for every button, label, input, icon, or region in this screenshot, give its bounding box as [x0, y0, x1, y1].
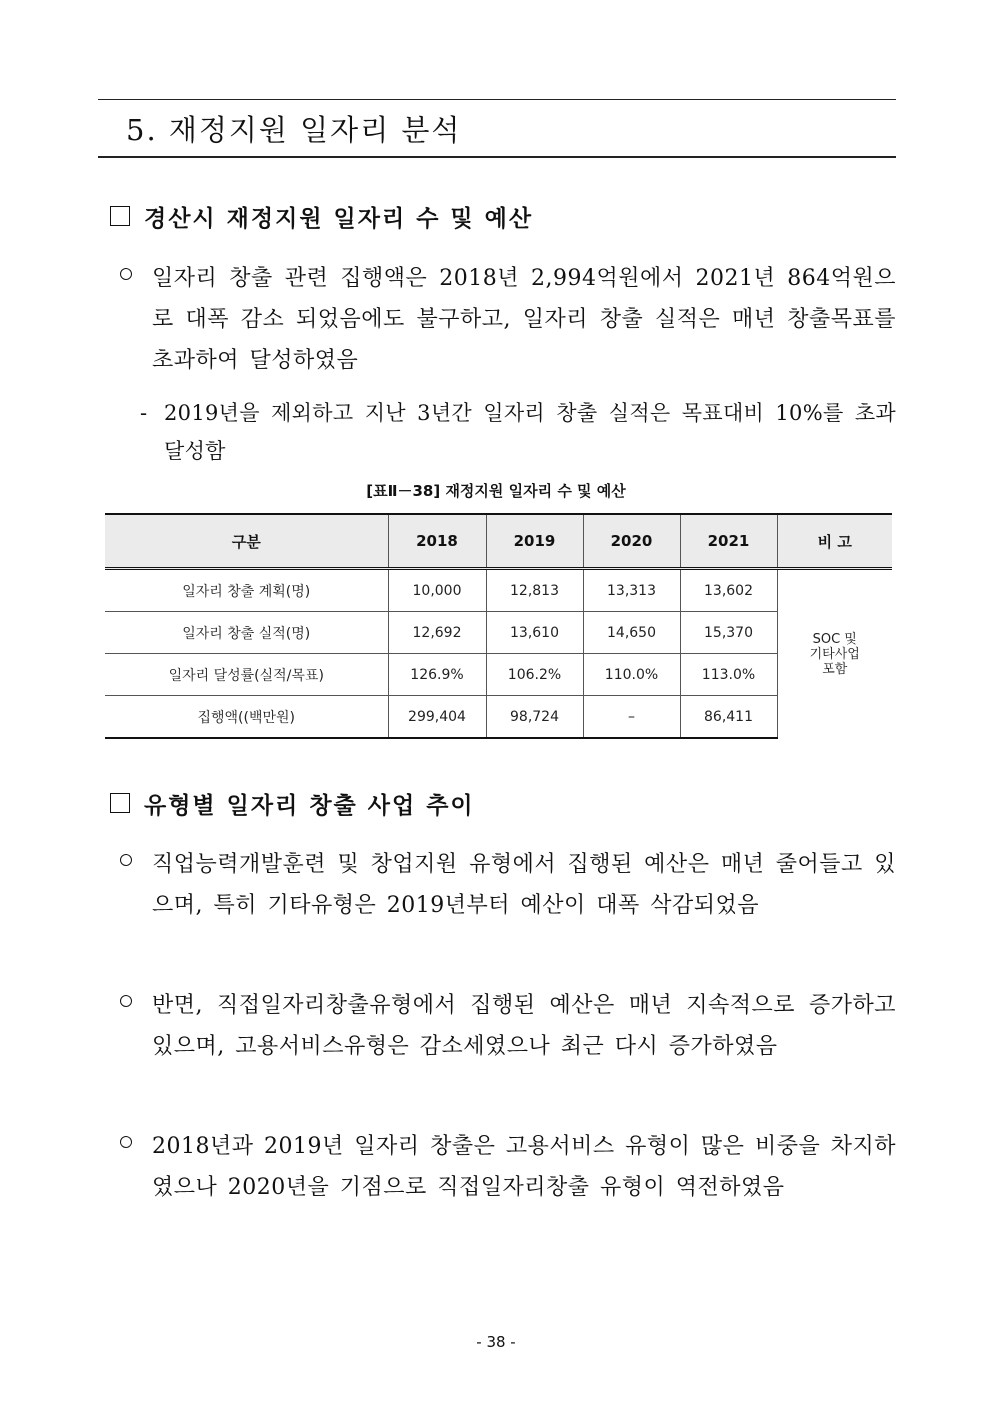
cell-2018: 299,404 — [388, 696, 486, 739]
table-caption: [표Ⅱ－38] 재정지원 일자리 수 및 예산 — [366, 482, 626, 500]
section-heading-trend — [110, 786, 475, 820]
header-2018: 2018 — [388, 514, 486, 569]
table-row — [105, 612, 892, 654]
note-line: 포함 — [822, 661, 848, 677]
section-title: 유형별 일자리 창출 사업 추이 — [144, 791, 475, 819]
header-category: 구분 — [105, 514, 388, 569]
circle-bullet-icon — [120, 995, 132, 1007]
bullet-item — [120, 1126, 896, 1208]
checkbox-square-icon — [110, 793, 130, 813]
page-number: - 38 - — [476, 1333, 516, 1351]
cell-2019: 98,724 — [486, 696, 583, 739]
sub-bullet-text: 2019년을 제외하고 지난 3년간 일자리 창출 실적은 목표대비 10%를 초과 달성함 — [164, 401, 896, 463]
header-2021: 2021 — [680, 514, 777, 569]
bullet-item — [120, 844, 896, 926]
cell-2021: 13,602 — [680, 569, 777, 612]
cell-2018: 10,000 — [388, 569, 486, 612]
note-line: SOC 및 — [812, 631, 857, 647]
checkbox-square-icon — [110, 206, 130, 226]
header-2019: 2019 — [486, 514, 583, 569]
section-heading-budget — [110, 199, 533, 233]
cell-2021: 113.0% — [680, 654, 777, 696]
row-label: 일자리 창출 계획(명) — [105, 569, 388, 612]
header-note: 비 고 — [777, 514, 892, 569]
table-row — [105, 569, 892, 612]
row-label: 집행액((백만원) — [105, 696, 388, 739]
row-label: 일자리 달성률(실적/목표) — [105, 654, 388, 696]
bullet-item — [120, 258, 896, 381]
cell-2020: 13,313 — [583, 569, 680, 612]
circle-bullet-icon — [120, 854, 132, 866]
cell-2020: 14,650 — [583, 612, 680, 654]
chapter-header — [98, 99, 896, 158]
cell-2018: 12,692 — [388, 612, 486, 654]
note-line: 기타사업 — [809, 646, 860, 662]
table-row — [105, 696, 892, 739]
table-header-row — [105, 514, 892, 569]
note-cell — [777, 569, 892, 739]
circle-bullet-icon — [120, 1136, 132, 1148]
circle-bullet-icon — [120, 268, 132, 280]
bullet-item — [120, 985, 896, 1067]
cell-2019: 13,610 — [486, 612, 583, 654]
cell-2020: – — [583, 696, 680, 739]
bullet-text: 반면, 직접일자리창출유형에서 집행된 예산은 매년 지속적으로 증가하고 있으며, 고용서비스유형은 감소세였으나 최근 다시 증가하였음 — [152, 993, 896, 1059]
budget-table — [105, 513, 892, 739]
dash-bullet-icon: - — [140, 401, 148, 425]
chapter-title: 5. 재정지원 일자리 분석 — [126, 113, 462, 147]
table-row — [105, 654, 892, 696]
cell-2018: 126.9% — [388, 654, 486, 696]
cell-2019: 106.2% — [486, 654, 583, 696]
bullet-text: 2018년과 2019년 일자리 창출은 고용서비스 유형이 많은 비중을 차지하였으나 2020년을 기점으로 직접일자리창출 유형이 역전하였음 — [152, 1134, 896, 1200]
cell-2020: 110.0% — [583, 654, 680, 696]
header-2020: 2020 — [583, 514, 680, 569]
row-label: 일자리 창출 실적(명) — [105, 612, 388, 654]
cell-2019: 12,813 — [486, 569, 583, 612]
sub-bullet-item — [140, 394, 896, 470]
bullet-text: 일자리 창출 관련 집행액은 2018년 2,994억원에서 2021년 864억원으로 대폭 감소 되었음에도 불구하고, 일자리 창출 실적은 매년 창출목표를 초과하여 달성하였음 — [152, 266, 896, 373]
cell-2021: 15,370 — [680, 612, 777, 654]
cell-2021: 86,411 — [680, 696, 777, 739]
section-title: 경산시 재정지원 일자리 수 및 예산 — [144, 204, 534, 232]
bullet-text: 직업능력개발훈련 및 창업지원 유형에서 집행된 예산은 매년 줄어들고 있으며, 특히 기타유형은 2019년부터 예산이 대폭 삭감되었음 — [152, 852, 896, 918]
